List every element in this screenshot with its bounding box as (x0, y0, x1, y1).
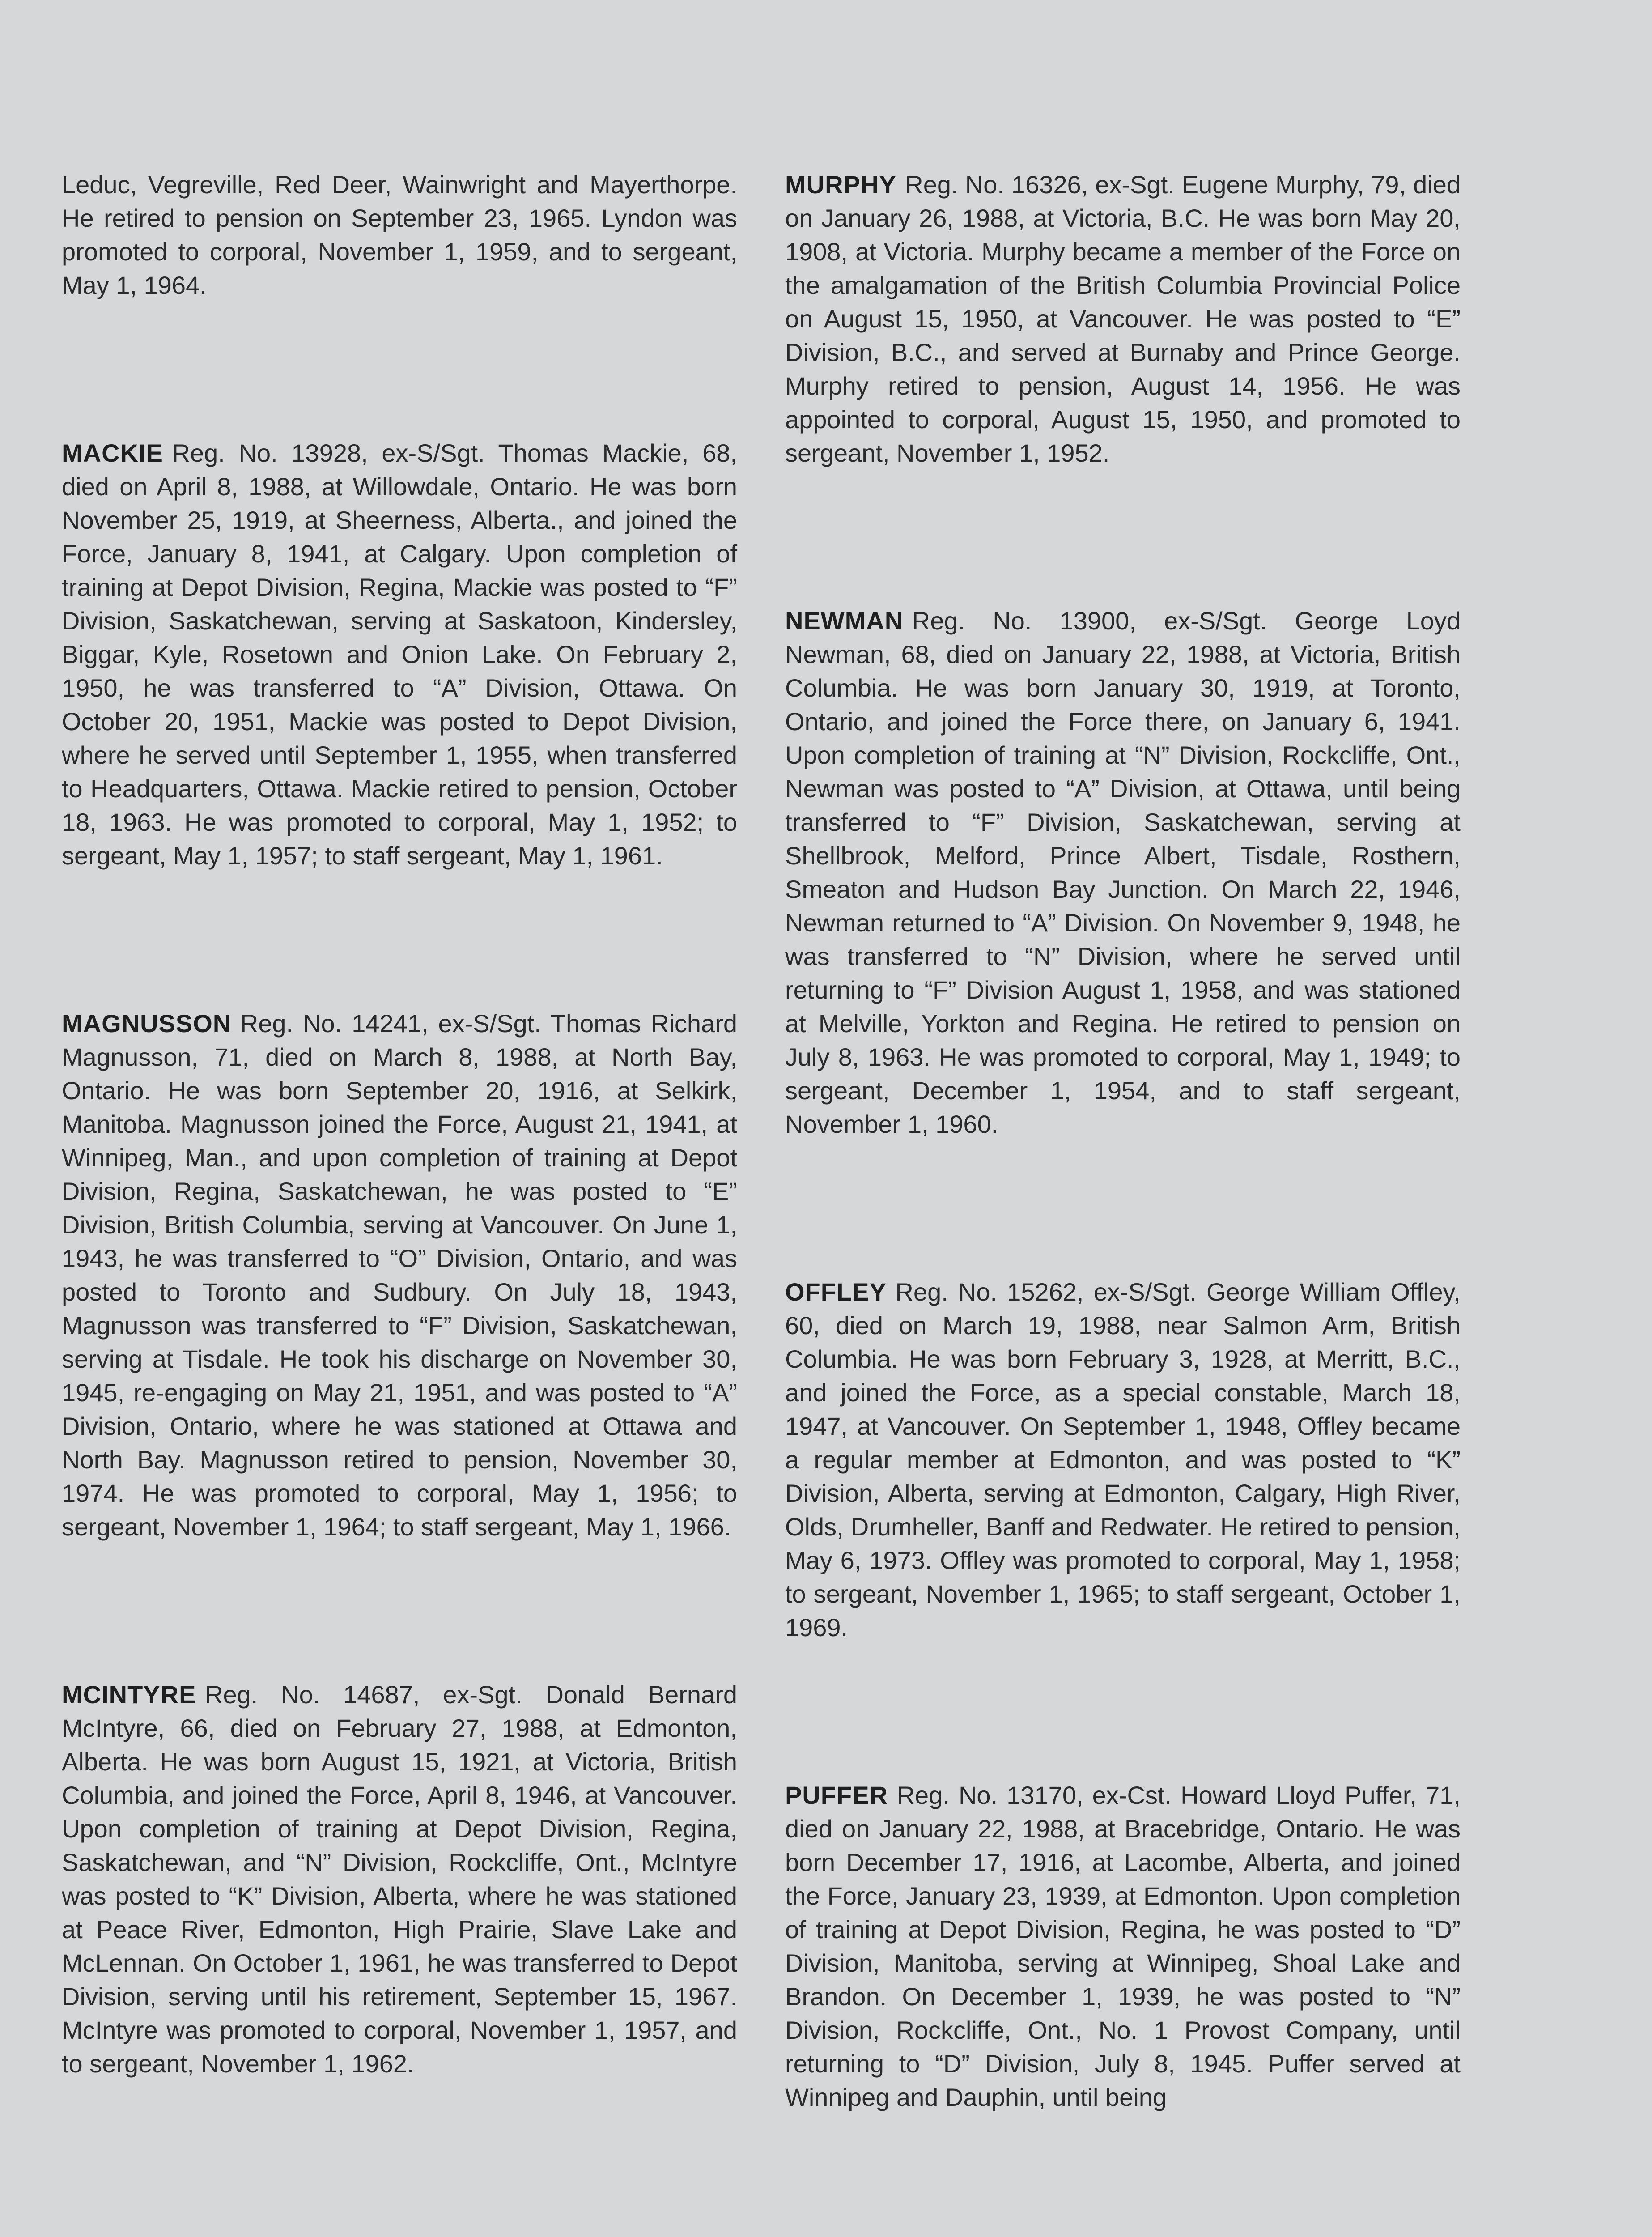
entry-name: PUFFER (785, 1781, 888, 1809)
right-column (785, 168, 1461, 2114)
entry-name: OFFLEY (785, 1278, 887, 1306)
entry-text: Reg. No. 13928, ex-S/Sgt. Thomas Mackie, 68, died on April 8, 1988, at Willowdale, Ontario. He was born November 25, 1919, at Sheerness, Alberta., and joined the Force, January 8, 1941, at Calgary. Upon completion of training at Depot Division, Regina, Mackie was posted to “F” Division, Saskatchewan, serving at Saskatoon, Kindersley, Biggar, Kyle, Rosetown and Onion Lake. On February 2, 1950, he was transferred to “A” Division, Ottawa. On October 20, 1951, Mackie was posted to Depot Division, where he served until September 1, 1955, when transferred to Headquarters, Ottawa. Mackie retired to pension, October 18, 1963. He was promoted to corporal, May 1, 1952; to sergeant, May 1, 1957; to staff sergeant, May 1, 1961. (62, 439, 737, 870)
obituary-entry-magnusson (62, 1007, 737, 1544)
obituary-entry-puffer (785, 1778, 1461, 2114)
entry-name: NEWMAN (785, 607, 904, 635)
entry-text: Reg. No. 13170, ex-Cst. Howard Lloyd Puffer, 71, died on January 22, 1988, at Bracebridge, Ontario. He was born December 17, 1916, at Lacombe, Alberta, and joined the Force, January 23, 1939, at Edmonton. Upon completion of training at Depot Division, Regina, he was posted to “D” Division, Manitoba, serving at Winnipeg, Shoal Lake and Brandon. On December 1, 1939, he was posted to “N” Division, Rockcliffe, Ont., No. 1 Provost Company, until returning to “D” Division, July 8, 1945. Puffer served at Winnipeg and Dauphin, until being (785, 1781, 1461, 2111)
obituary-entry-newman (785, 604, 1461, 1141)
left-column (62, 168, 737, 2080)
entry-name: MCINTYRE (62, 1680, 196, 1709)
entry-text: Reg. No. 16326, ex-Sgt. Eugene Murphy, 79, died on January 26, 1988, at Victoria, B.C. He was born May 20, 1908, at Victoria. Murphy became a member of the Force on the amalgamation of the British Columbia Provincial Police on August 15, 1950, at Vancouver. He was posted to “E” Division, B.C., and served at Burnaby and Prince George. Murphy retired to pension, August 14, 1956. He was appointed to corporal, August 15, 1950, and promoted to sergeant, November 1, 1952. (785, 170, 1461, 467)
entry-name: MAGNUSSON (62, 1009, 232, 1038)
obituary-entry-mcintyre (62, 1678, 737, 2080)
entry-text: Reg. No. 14241, ex-S/Sgt. Thomas Richard Magnusson, 71, died on March 8, 1988, at North Bay, Ontario. He was born September 20, 1916, at Selkirk, Manitoba. Magnusson joined the Force, August 21, 1941, at Winnipeg, Man., and upon completion of training at Depot Division, Regina, Saskatchewan, he was posted to “E” Division, British Columbia, serving at Vancouver. On June 1, 1943, he was transferred to “O” Division, Ontario, and was posted to Toronto and Sudbury. On July 18, 1943, Magnusson was transferred to “F” Division, Saskatchewan, serving at Tisdale. He took his discharge on November 30, 1945, re-engaging on May 21, 1951, and was posted to “A” Division, Ontario, where he was stationed at Ottawa and North Bay. Magnusson retired to pension, November 30, 1974. He was promoted to corporal, May 1, 1956; to sergeant, November 1, 1964; to staff sergeant, May 1, 1966. (62, 1009, 737, 1541)
obituary-entry-mackie (62, 436, 737, 872)
entry-name: MURPHY (785, 170, 896, 199)
obituary-entry-offley (785, 1275, 1461, 1644)
entry-text: Reg. No. 13900, ex-S/Sgt. George Loyd Newman, 68, died on January 22, 1988, at Victoria, British Columbia. He was born January 30, 1919, at Toronto, Ontario, and joined the Force there, on January 6, 1941. Upon completion of training at “N” Division, Rockcliffe, Ont., Newman was posted to “A” Division, at Ottawa, until being transferred to “F” Division, Saskatchewan, serving at Shellbrook, Melford, Prince Albert, Tisdale, Rosthern, Smeaton and Hudson Bay Junction. On March 22, 1946, Newman returned to “A” Division. On November 9, 1948, he was transferred to “N” Division, where he served until returning to “F” Division August 1, 1958, and was stationed at Melville, Yorkton and Regina. He retired to pension on July 8, 1963. He was promoted to corporal, May 1, 1949; to sergeant, December 1, 1954, and to staff sergeant, November 1, 1960. (785, 607, 1461, 1138)
obituary-entry-murphy (785, 168, 1461, 470)
entry-text: Reg. No. 15262, ex-S/Sgt. George William Offley, 60, died on March 19, 1988, near Salmon Arm, British Columbia. He was born February 3, 1928, at Merritt, B.C., and joined the Force, as a special constable, March 18, 1947, at Vancouver. On September 1, 1948, Offley became a regular member at Edmonton, and was posted to “K” Division, Alberta, serving at Edmonton, Calgary, High River, Olds, Drumheller, Banff and Redwater. He retired to pension, May 6, 1973. Offley was promoted to corporal, May 1, 1958; to sergeant, November 1, 1965; to staff sergeant, October 1, 1969. (785, 1278, 1461, 1642)
entry-name: MACKIE (62, 439, 163, 467)
entry-text: Reg. No. 14687, ex-Sgt. Donald Bernard McIntyre, 66, died on February 27, 1988, at Edmonton, Alberta. He was born August 15, 1921, at Victoria, British Columbia, and joined the Force, April 8, 1946, at Vancouver. Upon completion of training at Depot Division, Regina, Saskatchewan, and “N” Division, Rockcliffe, Ont., McIntyre was posted to “K” Division, Alberta, where he was stationed at Peace River, Edmonton, High Prairie, Slave Lake and McLennan. On October 1, 1961, he was transferred to Depot Division, serving until his retirement, September 15, 1967. McIntyre was promoted to corporal, November 1, 1957, and to sergeant, November 1, 1962. (62, 1680, 737, 2078)
continuation-text: Leduc, Vegreville, Red Deer, Wainwright and Mayerthorpe. He retired to pension on September 23, 1965. Lyndon was promoted to corporal, November 1, 1959, and to sergeant, May 1, 1964. (62, 170, 737, 299)
